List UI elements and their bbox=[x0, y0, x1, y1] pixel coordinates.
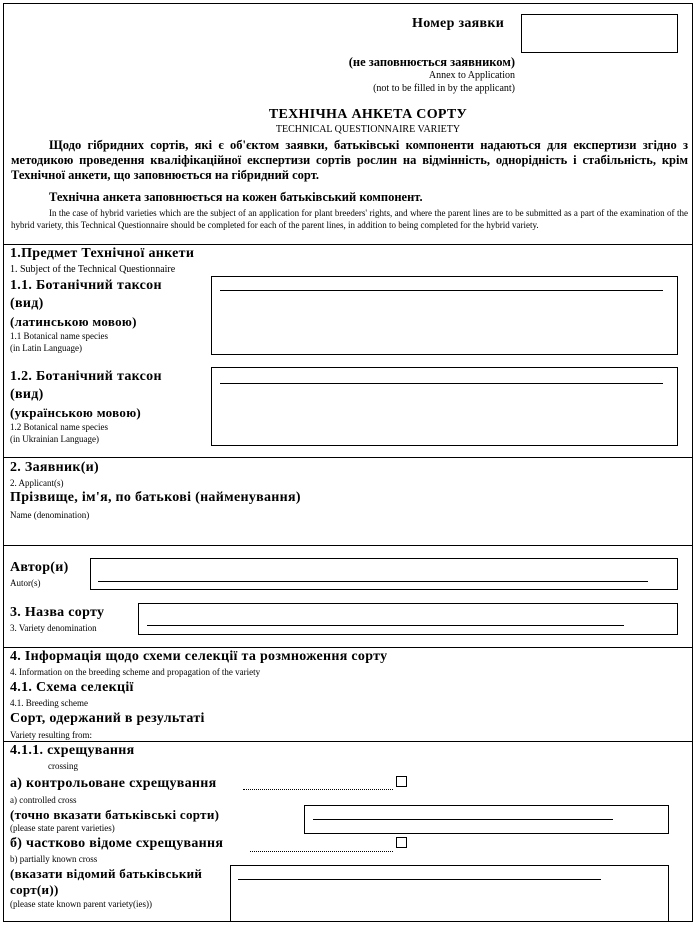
partial-cross-label: б) частково відоме схрещування bbox=[10, 836, 224, 851]
application-number-field[interactable] bbox=[521, 14, 678, 53]
controlled-cross-label: а) контрольоване схрещування bbox=[10, 776, 217, 791]
latin-name-label-en-2: (in Latin Language) bbox=[10, 343, 82, 353]
ukrainian-name-field[interactable] bbox=[211, 367, 678, 446]
ukrainian-name-label-en-2: (in Ukrainian Language) bbox=[10, 434, 99, 444]
page-title: ТЕХНІЧНА АНКЕТА СОРТУ bbox=[268, 107, 468, 122]
section3-title: 3. Назва сорту bbox=[10, 605, 105, 620]
author-label: Автор(и) bbox=[10, 560, 69, 575]
breeding-scheme-label-en: 4.1. Breeding scheme bbox=[10, 698, 88, 708]
not-filled-note-en: (not to be filled in by the applicant) bbox=[373, 83, 515, 94]
section1-title: 1.Предмет Технічної анкети bbox=[10, 246, 195, 261]
known-parent-field[interactable] bbox=[230, 865, 669, 922]
intro-paragraph-en: In the case of hybrid varieties which are the subject of an application for plant breeders' rights, and where the parent lines are to be submitted as a part of the examination of the hybrid variety, this Technical Questionnaire should be completed for each of the parent lines, in addition to being completed for the hybrid variety. bbox=[11, 208, 688, 230]
ukrainian-name-label-3: (українською мовою) bbox=[10, 405, 142, 420]
latin-name-label-3: (латинською мовою) bbox=[10, 314, 137, 329]
variety-result-label: Сорт, одержаний в результаті bbox=[10, 711, 205, 726]
known-parent-note-en: (please state known parent variety(ies)) bbox=[10, 899, 152, 909]
variety-result-label-en: Variety resulting from: bbox=[10, 730, 92, 740]
divider bbox=[3, 545, 693, 546]
controlled-cross-label-en: a) controlled cross bbox=[10, 795, 77, 805]
controlled-cross-checkbox[interactable] bbox=[396, 776, 407, 787]
section2-title-en: 2. Applicant(s) bbox=[10, 478, 64, 488]
parent-varieties-note-en: (please state parent varieties) bbox=[10, 823, 115, 833]
application-number-label: Номер заявки bbox=[412, 16, 505, 31]
applicant-name-label: Прізвище, ім'я, по батькові (найменування) bbox=[10, 490, 301, 505]
author-label-en: Autor(s) bbox=[10, 578, 41, 588]
author-line bbox=[98, 581, 648, 582]
partial-cross-checkbox[interactable] bbox=[396, 837, 407, 848]
known-parent-line bbox=[238, 879, 601, 880]
applicant-name-label-en: Name (denomination) bbox=[10, 510, 90, 520]
variety-denomination-field[interactable] bbox=[138, 603, 678, 635]
latin-name-field[interactable] bbox=[211, 276, 678, 355]
breeding-scheme-label: 4.1. Схема селекції bbox=[10, 680, 134, 695]
author-field[interactable] bbox=[90, 558, 678, 590]
known-parent-note: (вказати відомий батьківський bbox=[10, 866, 203, 881]
section2-title: 2. Заявник(и) bbox=[10, 460, 100, 475]
parent-varieties-line bbox=[313, 819, 613, 820]
known-parent-note-2: сорт(и)) bbox=[10, 882, 59, 897]
parent-varieties-note: (точно вказати батьківські сорти) bbox=[10, 807, 220, 822]
section4-title-en: 4. Information on the breeding scheme and propagation of the variety bbox=[10, 667, 261, 677]
latin-name-label-2: (вид) bbox=[10, 296, 44, 311]
divider bbox=[3, 741, 693, 742]
intro-paragraph-ua-2: Технічна анкета заповнюється на кожен батьківський компонент. bbox=[49, 190, 423, 204]
ukrainian-name-label-en: 1.2 Botanical name species bbox=[10, 422, 108, 432]
divider bbox=[3, 457, 693, 458]
latin-name-line bbox=[220, 290, 663, 291]
section1-title-en: 1. Subject of the Technical Questionnaire bbox=[10, 264, 176, 275]
divider bbox=[3, 244, 693, 245]
latin-name-label: 1.1. Ботанічний таксон bbox=[10, 278, 162, 293]
page-title-en: TECHNICAL QUESTIONNAIRE VARIETY bbox=[275, 124, 461, 135]
variety-denomination-line bbox=[147, 625, 624, 626]
not-filled-note: (не заповнюється заявником) bbox=[348, 55, 515, 69]
intro-paragraph-ua: Щодо гібридних сортів, які є об'єктом заявки, батьківські компоненти надаються для експертизи згідно з методикою проведення кваліфікаційної експертизи сортів рослин на відмінність, однорідність і стабільність, крім Технічної анкети, що заповнюється на гібридний сорт. bbox=[11, 138, 688, 182]
ukrainian-name-label: 1.2. Ботанічний таксон bbox=[10, 369, 162, 384]
section3-title-en: 3. Variety denomination bbox=[10, 623, 97, 633]
crossing-label: 4.1.1. схрещування bbox=[10, 743, 135, 758]
ukrainian-name-label-2: (вид) bbox=[10, 387, 44, 402]
latin-name-label-en: 1.1 Botanical name species bbox=[10, 331, 108, 341]
partial-cross-label-en: b) partially known cross bbox=[10, 854, 98, 864]
partial-cross-leader bbox=[250, 851, 393, 852]
annex-note: Annex to Application bbox=[428, 70, 515, 81]
crossing-label-en: crossing bbox=[48, 761, 78, 771]
section4-title: 4. Інформація щодо схеми селекції та розмноження сорту bbox=[10, 649, 388, 664]
ukrainian-name-line bbox=[220, 383, 663, 384]
controlled-cross-leader bbox=[243, 789, 393, 790]
divider bbox=[3, 647, 693, 648]
